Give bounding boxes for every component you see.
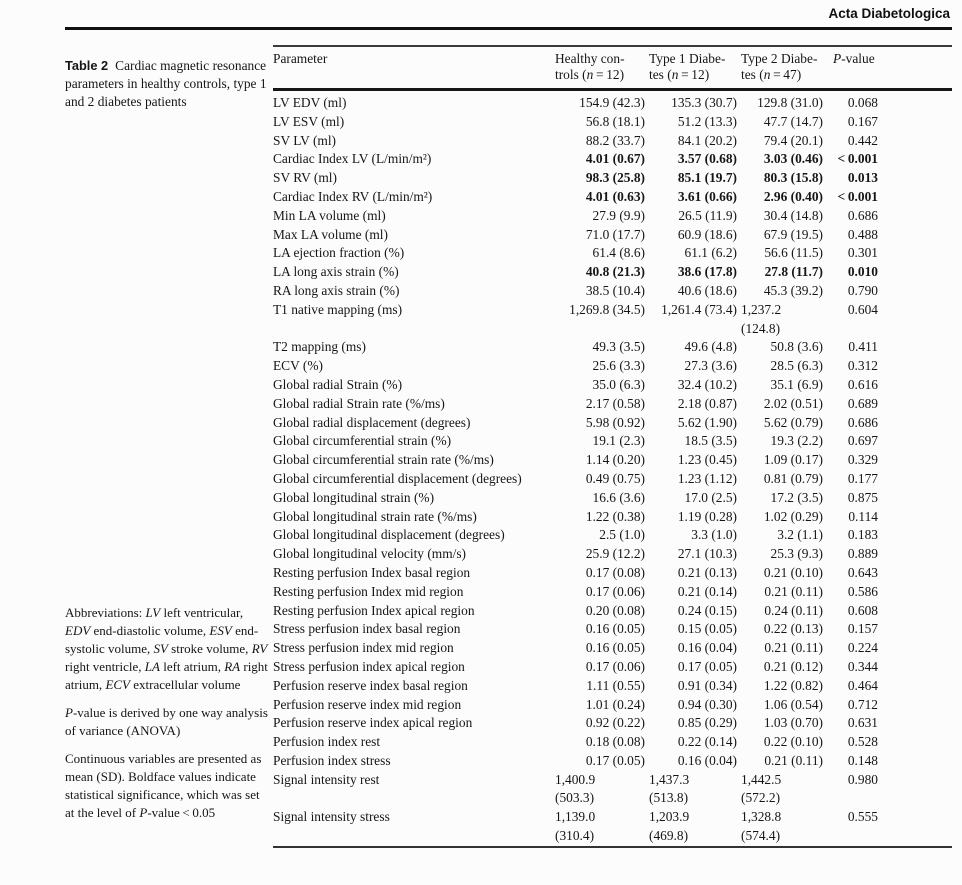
cell-value: 67.9 (19.5)	[763, 226, 823, 242]
cell-parameter: Global radial Strain (%)	[273, 376, 403, 392]
cell-parameter: Min LA volume (ml)	[273, 207, 386, 223]
cell-value: 1.23 (0.45)	[677, 452, 737, 468]
cell-value: 1.06 (0.54)	[763, 696, 823, 712]
cell-value: 0.21 (0.11)	[764, 583, 823, 599]
cell-value: 0.17 (0.05)	[585, 752, 645, 768]
cell-parameter: RA long axis strain (%)	[273, 282, 400, 298]
table-row	[273, 620, 952, 639]
cell-parameter: Signal intensity stress	[273, 809, 390, 825]
column-header-p-value: P-value	[833, 46, 952, 90]
cell-value: 1,139.0 (310.4)	[555, 809, 596, 844]
table-row	[273, 508, 952, 527]
cell-value: 27.3 (3.6)	[684, 358, 737, 374]
cell-parameter: LV EDV (ml)	[273, 95, 347, 110]
cell-value: 0.183	[847, 527, 878, 543]
cell-parameter: Global radial Strain rate (%/ms)	[273, 395, 445, 411]
cell-parameter: Global longitudinal velocity (mm/s)	[273, 546, 467, 562]
cell-value: 61.4 (8.6)	[592, 245, 645, 261]
cell-value: 0.329	[847, 452, 878, 468]
cell-value: 0.16 (0.05)	[585, 640, 645, 656]
cell-value: 17.2 (3.5)	[770, 489, 823, 505]
cell-value: 0.686	[847, 414, 878, 430]
cell-value: 1,400.9 (503.3)	[555, 771, 596, 806]
cell-value: 38.6 (17.8)	[677, 264, 737, 280]
cell-value: 0.790	[847, 282, 878, 298]
cell-value: 0.686	[847, 207, 878, 223]
column-header-type2-diabetes: Type 2 Diabe- tes (n = 47)	[741, 46, 833, 90]
cell-value: 56.8 (18.1)	[585, 113, 645, 129]
journal-title: Acta Diabetologica	[828, 6, 950, 21]
cell-value: 0.344	[847, 658, 878, 674]
cell-value: 19.1 (2.3)	[592, 433, 645, 449]
cell-value: 49.3 (3.5)	[592, 339, 645, 355]
cell-value: 50.8 (3.6)	[770, 339, 823, 355]
cell-value: 45.3 (39.2)	[763, 282, 823, 298]
cell-parameter: Global radial displacement (degrees)	[273, 414, 471, 430]
cell-value: 0.22 (0.13)	[763, 621, 823, 637]
cell-value: 4.01 (0.63)	[585, 188, 645, 204]
cell-value: 79.4 (20.1)	[763, 132, 823, 148]
cell-value: 1.02 (0.29)	[763, 508, 823, 524]
table-row	[273, 639, 952, 658]
table-row	[273, 771, 952, 809]
cell-value: 1.22 (0.82)	[763, 677, 823, 693]
cell-value: 0.889	[847, 546, 878, 562]
table-caption	[65, 57, 269, 111]
cell-value: 0.20 (0.08)	[585, 602, 645, 618]
cell-value: 38.5 (10.4)	[585, 282, 645, 298]
cell-value: 3.2 (1.1)	[777, 527, 823, 543]
cell-value: 5.98 (0.92)	[585, 414, 645, 430]
cell-parameter: ECV (%)	[273, 358, 323, 374]
table-row	[273, 226, 952, 245]
cell-value: 0.17 (0.06)	[585, 658, 645, 674]
table-row	[273, 169, 952, 188]
cell-value: 0.712	[847, 696, 878, 712]
cell-value: 0.608	[847, 602, 878, 618]
cell-parameter: Global circumferential strain (%)	[273, 433, 452, 449]
cell-value: 40.8 (21.3)	[585, 264, 645, 280]
table-row	[273, 207, 952, 226]
cell-value: 0.875	[847, 489, 878, 505]
table-row	[273, 113, 952, 132]
cell-parameter: Perfusion index rest	[273, 734, 381, 750]
cell-value: 0.21 (0.12)	[763, 658, 823, 674]
cell-value: 0.068	[847, 95, 878, 110]
cell-value: 60.9 (18.6)	[677, 226, 737, 242]
cell-value: 0.488	[847, 226, 878, 242]
cell-value: 25.6 (3.3)	[592, 358, 645, 374]
table-row	[273, 526, 952, 545]
table-row	[273, 301, 952, 339]
cell-parameter: T1 native mapping (ms)	[273, 301, 403, 317]
cell-value: 0.92 (0.22)	[585, 715, 645, 731]
table-row	[273, 451, 952, 470]
cell-value: < 0.001	[837, 151, 878, 167]
table-row	[273, 395, 952, 414]
cell-value: 1,328.8 (574.4)	[741, 809, 782, 844]
cell-value: 2.17 (0.58)	[585, 395, 645, 411]
cell-value: 27.8 (11.7)	[764, 264, 823, 280]
cell-value: 1.23 (1.12)	[677, 470, 737, 486]
table-row	[273, 338, 952, 357]
cell-value: 26.5 (11.9)	[678, 207, 737, 223]
cell-value: 0.586	[847, 583, 878, 599]
table-row	[273, 752, 952, 771]
cell-parameter: LV ESV (ml)	[273, 113, 345, 129]
cell-value: 0.24 (0.11)	[764, 602, 823, 618]
column-header-parameter: Parameter	[273, 46, 555, 90]
cell-value: 18.5 (3.5)	[684, 433, 737, 449]
cell-value: 0.312	[847, 358, 878, 374]
table-row	[273, 132, 952, 151]
cell-value: 25.9 (12.2)	[585, 546, 645, 562]
table-caption-label: Table 2	[65, 58, 109, 74]
cell-value: 84.1 (20.2)	[677, 132, 737, 148]
cell-value: 0.21 (0.11)	[764, 640, 823, 656]
cell-parameter: Perfusion reserve index basal region	[273, 677, 468, 693]
cell-value: 5.62 (1.90)	[677, 414, 737, 430]
cell-value: 2.96 (0.40)	[763, 188, 823, 204]
cell-value: 49.6 (4.8)	[684, 339, 737, 355]
table-caption-text: Cardiac magnetic resonance parameters in healthy controls, type 1 and 2 diabetes patients	[65, 58, 267, 110]
cell-value: 3.03 (0.46)	[763, 151, 823, 167]
table-row	[273, 357, 952, 376]
table-row	[273, 489, 952, 508]
cell-value: 19.3 (2.2)	[770, 433, 823, 449]
cell-value: 1.14 (0.20)	[585, 452, 645, 468]
cell-value: 0.464	[847, 677, 878, 693]
table-row	[273, 677, 952, 696]
cell-value: 3.57 (0.68)	[677, 151, 737, 167]
table-row	[273, 696, 952, 715]
cell-value: 1,203.9 (469.8)	[649, 809, 690, 844]
cell-value: 0.21 (0.11)	[764, 752, 823, 768]
cell-value: 0.22 (0.10)	[763, 734, 823, 750]
cell-value: 0.21 (0.13)	[677, 564, 737, 580]
cell-value: 4.01 (0.67)	[585, 151, 645, 167]
cell-value: 0.16 (0.04)	[677, 752, 737, 768]
cell-value: 0.604	[847, 301, 878, 317]
table-row	[273, 414, 952, 433]
cell-parameter: Cardiac Index LV (L/min/m²)	[273, 151, 432, 167]
cell-value: 56.6 (11.5)	[764, 245, 823, 261]
cell-value: 3.3 (1.0)	[691, 527, 737, 543]
table-row	[273, 150, 952, 169]
cell-value: 30.4 (14.8)	[763, 207, 823, 223]
cell-value: 0.697	[847, 433, 878, 449]
cell-value: 1.19 (0.28)	[677, 508, 737, 524]
cell-value: 0.15 (0.05)	[677, 621, 737, 637]
cell-parameter: Stress perfusion index basal region	[273, 621, 461, 637]
cell-parameter: LA long axis strain (%)	[273, 264, 399, 280]
cell-value: 154.9 (42.3)	[579, 95, 645, 110]
cell-parameter: Max LA volume (ml)	[273, 226, 388, 242]
cell-value: 0.17 (0.06)	[585, 583, 645, 599]
cell-value: 1,442.5 (572.2)	[741, 771, 782, 806]
table-row	[273, 602, 952, 621]
cell-parameter: Global longitudinal displacement (degrees)	[273, 527, 505, 543]
cell-value: 80.3 (15.8)	[763, 170, 823, 186]
cell-value: 61.1 (6.2)	[684, 245, 737, 261]
cell-value: 0.013	[847, 170, 878, 186]
cell-value: 0.17 (0.08)	[585, 564, 645, 580]
cell-value: 0.16 (0.05)	[585, 621, 645, 637]
cell-parameter: T2 mapping (ms)	[273, 339, 366, 355]
cell-value: 16.6 (3.6)	[592, 489, 645, 505]
cell-value: 2.5 (1.0)	[599, 527, 645, 543]
cell-value: 1,237.2 (124.8)	[741, 301, 782, 336]
table-row	[273, 714, 952, 733]
cell-parameter: Global circumferential displacement (degrees)	[273, 470, 522, 486]
journal-header	[65, 6, 950, 21]
cell-parameter: Perfusion index stress	[273, 752, 391, 768]
table-row	[273, 583, 952, 602]
cell-parameter: Resting perfusion Index basal region	[273, 564, 471, 580]
cell-value: 0.177	[847, 470, 878, 486]
cell-parameter: SV LV (ml)	[273, 132, 337, 148]
cell-value: 28.5 (6.3)	[770, 358, 823, 374]
table-row	[273, 470, 952, 489]
table-row	[273, 90, 952, 113]
cell-value: 88.2 (33.7)	[585, 132, 645, 148]
cell-value: 40.6 (18.6)	[677, 282, 737, 298]
footnote-paragraph: Continuous variables are presented as mean (SD). Boldface values indicate statistical significance, which was set at the level of P-value < 0.05	[65, 751, 262, 820]
cell-value: 0.167	[847, 113, 878, 129]
cell-value: 5.62 (0.79)	[763, 414, 823, 430]
cell-value: 2.02 (0.51)	[763, 395, 823, 411]
column-header-healthy-controls: Healthy con- trols (n = 12)	[555, 46, 649, 90]
cell-value: 0.980	[847, 771, 878, 787]
cell-value: 17.0 (2.5)	[684, 489, 737, 505]
cell-parameter: Stress perfusion index mid region	[273, 640, 454, 656]
table-row	[273, 564, 952, 583]
cell-value: 0.631	[847, 715, 878, 731]
table-row	[273, 808, 952, 847]
cell-value: 0.301	[847, 245, 878, 261]
header-rule	[65, 27, 952, 30]
cell-value: 71.0 (17.7)	[585, 226, 645, 242]
cell-value: 0.21 (0.10)	[763, 564, 823, 580]
cell-value: 27.9 (9.9)	[592, 207, 645, 223]
table-row	[273, 432, 952, 451]
cell-value: 1.11 (0.55)	[586, 677, 645, 693]
table-row	[273, 376, 952, 395]
table-row	[273, 545, 952, 564]
cell-value: 25.3 (9.3)	[770, 546, 823, 562]
column-header-type1-diabetes: Type 1 Diabe- tes (n = 12)	[649, 46, 741, 90]
results-table-body	[273, 90, 952, 847]
cell-parameter: LA ejection fraction (%)	[273, 245, 405, 261]
cell-value: 0.16 (0.04)	[677, 640, 737, 656]
cell-value: 27.1 (10.3)	[677, 546, 737, 562]
cell-value: 1,437.3 (513.8)	[649, 771, 690, 806]
table-row	[273, 282, 952, 301]
cell-value: 0.114	[848, 508, 878, 524]
cell-value: 0.94 (0.30)	[677, 696, 737, 712]
cell-value: 35.0 (6.3)	[592, 376, 645, 392]
cell-value: 35.1 (6.9)	[770, 376, 823, 392]
cell-value: 32.4 (10.2)	[677, 376, 737, 392]
header-row	[273, 46, 952, 90]
cell-value: 0.22 (0.14)	[677, 734, 737, 750]
cell-value: 129.8 (31.0)	[757, 95, 823, 110]
cell-parameter: Cardiac Index RV (L/min/m²)	[273, 188, 433, 204]
cell-value: 0.81 (0.79)	[763, 470, 823, 486]
table-row	[273, 244, 952, 263]
footnote-paragraph: P-value is derived by one way analysis of variance (ANOVA)	[65, 705, 268, 738]
cell-parameter: Perfusion reserve index apical region	[273, 715, 473, 731]
cell-value: 0.85 (0.29)	[677, 715, 737, 731]
cell-value: 0.411	[848, 339, 878, 355]
cell-value: 0.91 (0.34)	[677, 677, 737, 693]
cell-parameter: Perfusion reserve index mid region	[273, 696, 462, 712]
cell-value: 1.03 (0.70)	[763, 715, 823, 731]
cell-value: 0.18 (0.08)	[585, 734, 645, 750]
cell-value: 1.09 (0.17)	[763, 452, 823, 468]
cell-value: 0.689	[847, 395, 878, 411]
cell-value: 0.157	[847, 621, 878, 637]
cell-parameter: Global longitudinal strain rate (%/ms)	[273, 508, 477, 524]
cell-parameter: Resting perfusion Index mid region	[273, 583, 464, 599]
cell-parameter: SV RV (ml)	[273, 170, 337, 186]
cell-value: 1,269.8 (34.5)	[569, 301, 645, 317]
footnote-paragraph: Abbreviations: LV left ventricular, EDV end-diastolic volume, ESV end-systolic volume, SV stroke volume, RV right ventricle, LA left atrium, RA right atrium, ECV extracellular volume	[65, 605, 268, 692]
table-row	[273, 263, 952, 282]
cell-value: 85.1 (19.7)	[677, 170, 737, 186]
cell-value: 0.555	[847, 809, 878, 825]
cell-value: 0.528	[847, 734, 878, 750]
cell-value: 0.148	[847, 752, 878, 768]
table-row	[273, 733, 952, 752]
cell-value: 135.3 (30.7)	[671, 95, 737, 110]
table-row	[273, 658, 952, 677]
cell-parameter: Signal intensity rest	[273, 771, 380, 787]
cell-value: 2.18 (0.87)	[677, 395, 737, 411]
cell-value: 0.49 (0.75)	[585, 470, 645, 486]
cell-parameter: Stress perfusion index apical region	[273, 658, 465, 674]
cell-value: 1.22 (0.38)	[585, 508, 645, 524]
cell-parameter: Global circumferential strain rate (%/ms)	[273, 452, 494, 468]
results-table	[273, 45, 952, 848]
cell-value: 0.616	[847, 376, 878, 392]
cell-value: 0.224	[847, 640, 878, 656]
cell-value: 0.21 (0.14)	[677, 583, 737, 599]
cell-value: 51.2 (13.3)	[677, 113, 737, 129]
cell-value: 0.24 (0.15)	[677, 602, 737, 618]
cell-value: 47.7 (14.7)	[763, 113, 823, 129]
cell-value: 0.643	[847, 564, 878, 580]
cell-value: 3.61 (0.66)	[677, 188, 737, 204]
cell-value: 0.442	[847, 132, 878, 148]
results-table-head	[273, 46, 952, 90]
cell-value: < 0.001	[837, 188, 878, 204]
cell-value: 0.010	[847, 264, 878, 280]
table-footnotes	[65, 604, 269, 832]
cell-value: 1.01 (0.24)	[585, 696, 645, 712]
table-row	[273, 188, 952, 207]
cell-parameter: Global longitudinal strain (%)	[273, 489, 435, 505]
cell-value: 1,261.4 (73.4)	[661, 301, 737, 317]
cell-parameter: Resting perfusion Index apical region	[273, 602, 475, 618]
cell-value: 98.3 (25.8)	[585, 170, 645, 186]
cell-value: 0.17 (0.05)	[677, 658, 737, 674]
